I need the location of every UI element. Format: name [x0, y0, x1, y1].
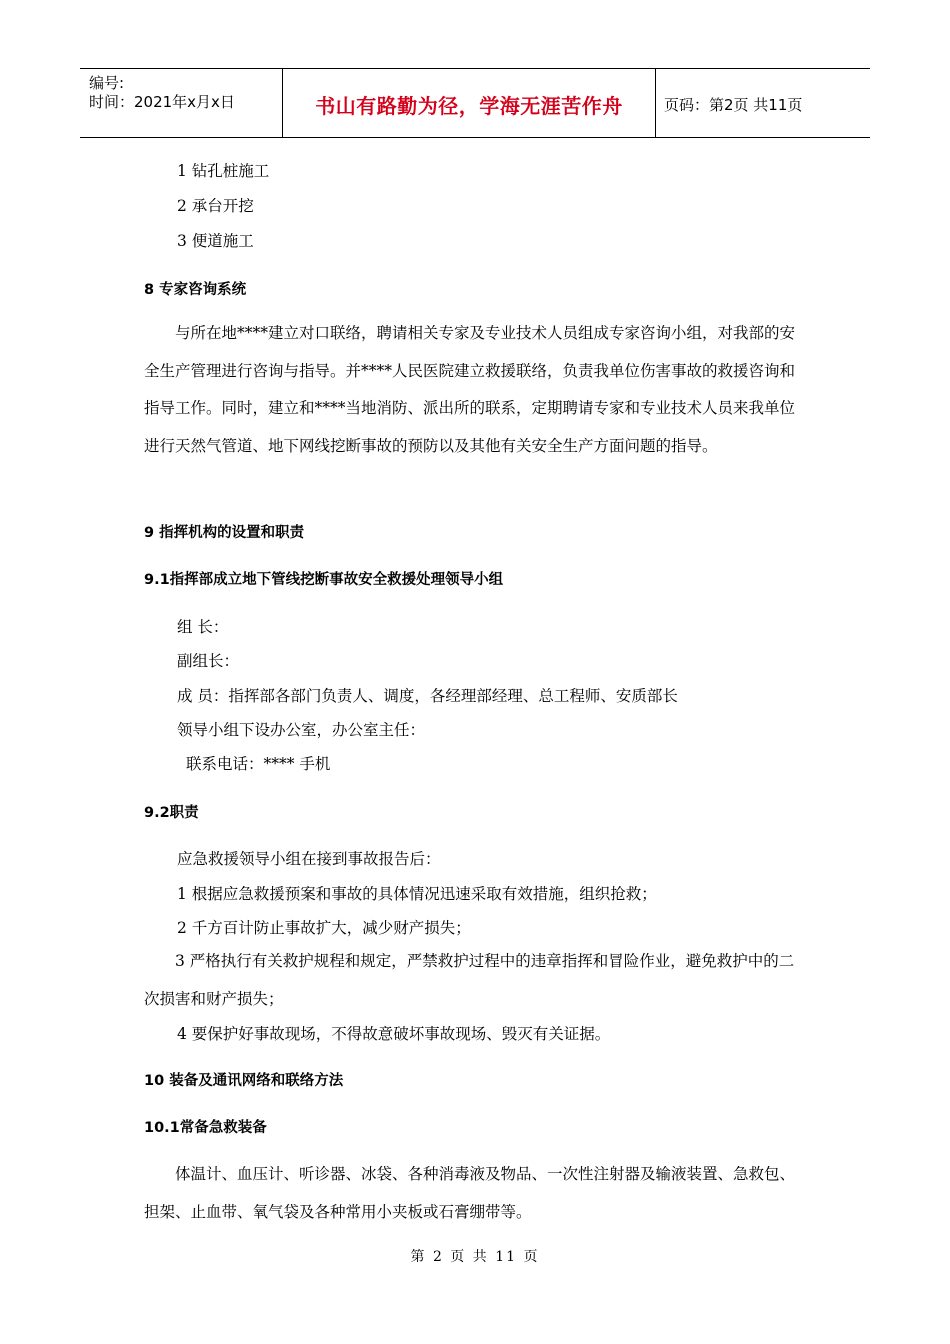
section-10-1-paragraph — [144, 1156, 808, 1231]
section-9-2-heading: 9.2职责 — [144, 805, 199, 821]
section-8-paragraph — [144, 315, 808, 465]
page-info: 页码：第2页 共11页 — [664, 96, 803, 114]
number-label: 编号: — [89, 74, 125, 92]
header-middle-cell — [283, 69, 656, 137]
vice-leader-line: 副组长： — [177, 652, 240, 670]
section-10-1-body: 体温计、血压计、听诊器、冰袋、各种消毒液及物品、一次性注射器及输液装置、急救包、担架、止血带、氧气袋及各种常用小夹板或石膏绷带等。 — [144, 1165, 796, 1221]
section-9-heading: 9 指挥机构的设置和职责 — [144, 525, 305, 541]
motto: 书山有路勤为径，学海无涯苦作舟 — [315, 94, 623, 118]
office-line: 领导小组下设办公室，办公室主任： — [177, 721, 426, 739]
section-8-body: 与所在地****建立对口联络，聘请相关专家及专业技术人员组成专家咨询小组，对我部的安全生产管理进行咨询与指导。并****人民医院建立救援联络，负责我单位伤害事故的救援咨询和指导工作。同时，建立和****当地消防、派出所的联系，定期聘请专家和专业技术人员来我单位进行天然气管道、地下网线挖断事故的预防以及其他有关安全生产方面问题的指导。 — [144, 324, 796, 455]
duty-item-3-text: 3 严格执行有关救护规程和规定，严禁救护过程中的违章指挥和冒险作业，避免救护中的二次损害和财产损失； — [144, 952, 795, 1008]
list-item: 3 便道施工 — [177, 232, 254, 250]
duty-item-2: 2 千方百计防止事故扩大，减少财产损失； — [177, 919, 471, 937]
phone-line: 联系电话：**** 手机 — [186, 755, 331, 773]
section-9-1-heading: 9.1指挥部成立地下管线挖断事故安全救援处理领导小组 — [144, 572, 504, 588]
date-line: 时间：2021年x月x日 — [89, 93, 235, 111]
members-line: 成 员：指挥部各部门负责人、调度，各经理部经理、总工程师、安质部长 — [177, 687, 678, 705]
header-right-cell — [656, 69, 870, 137]
header-left-cell — [80, 69, 283, 137]
list-item: 1 钻孔桩施工 — [177, 162, 270, 180]
section-10-1-heading: 10.1常备急救装备 — [144, 1120, 267, 1136]
duty-item-1: 1 根据应急救援预案和事故的具体情况迅速采取有效措施，组织抢救； — [177, 885, 657, 903]
page-footer: 第 2 页 共 11 页 — [410, 1249, 540, 1265]
section-8-heading: 8 专家咨询系统 — [144, 282, 247, 298]
header-table — [80, 68, 870, 138]
section-10-heading: 10 装备及通讯网络和联络方法 — [144, 1073, 344, 1089]
duty-item-3 — [144, 943, 808, 1018]
duties-intro: 应急救援领导小组在接到事故报告后： — [177, 850, 441, 868]
list-item: 2 承台开挖 — [177, 197, 254, 215]
duty-item-4: 4 要保护好事故现场，不得故意破坏事故现场、毁灭有关证据。 — [177, 1025, 611, 1043]
leader-line: 组 长： — [177, 618, 229, 636]
